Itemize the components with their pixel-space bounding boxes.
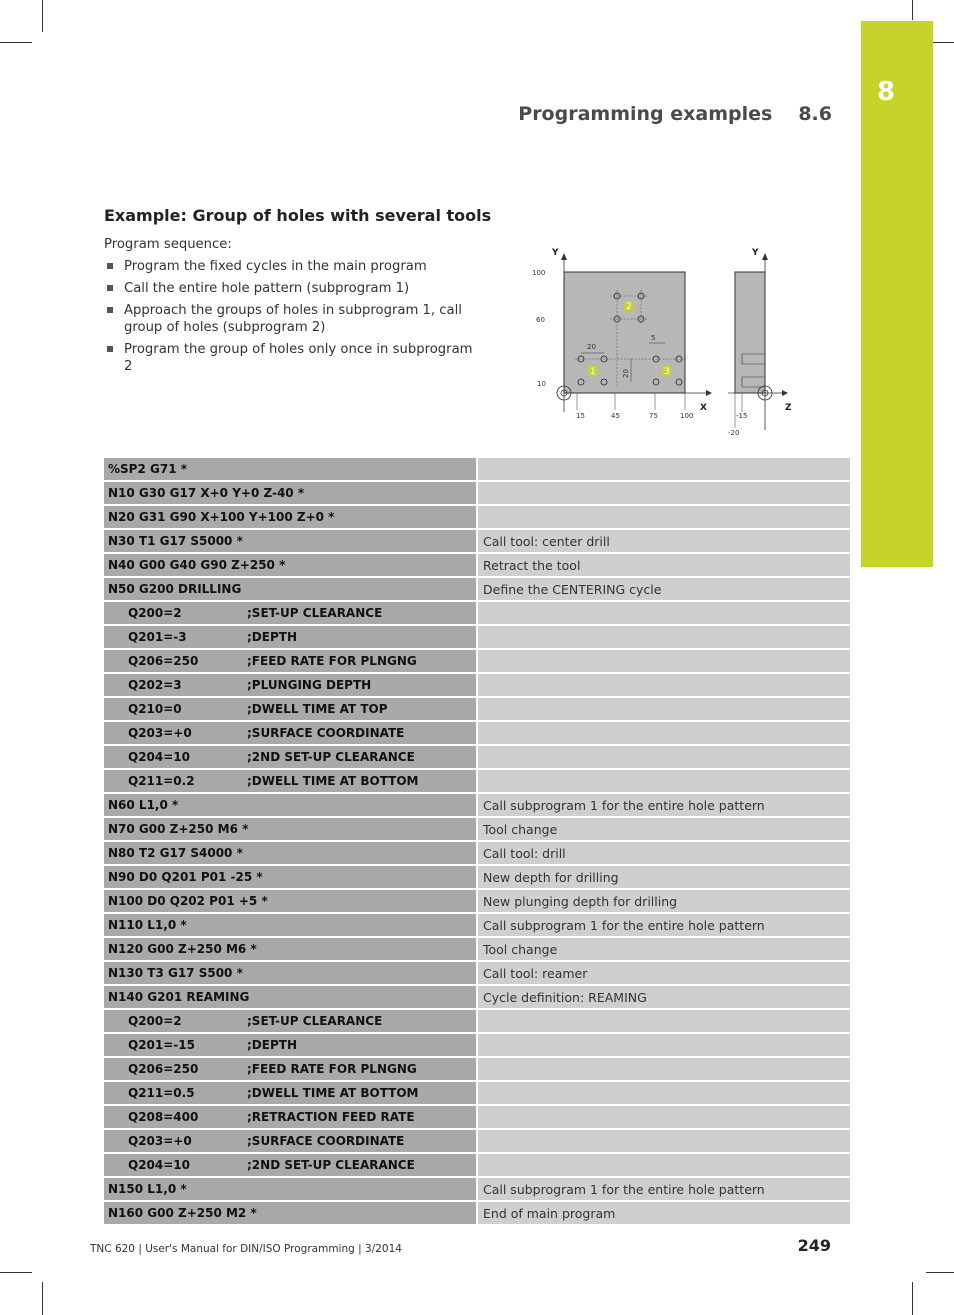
group-label-2: 2 (626, 302, 632, 312)
nc-block: N50 G200 DRILLING (108, 582, 242, 596)
bullet-square-icon (107, 285, 113, 291)
nc-block: N160 G00 Z+250 M2 * (108, 1206, 257, 1220)
table-row (104, 985, 850, 1009)
code-cell (104, 865, 477, 889)
code-cell (104, 673, 477, 697)
parameter-description: ;2ND SET-UP CLEARANCE (247, 1158, 415, 1172)
dimension-label-5: 5 (651, 334, 656, 342)
crop-mark (926, 1272, 954, 1273)
comment-cell (477, 601, 850, 625)
z-tick-label: -20 (728, 429, 740, 437)
comment-cell (477, 673, 850, 697)
crop-mark (912, 0, 913, 20)
nc-block: N130 T3 G17 S500 * (108, 966, 243, 980)
dimension-label-20-side: 20 (622, 369, 630, 378)
parameter-description: ;DEPTH (247, 1038, 297, 1052)
crop-mark (42, 1282, 43, 1315)
parameter-value: Q204=10 (128, 1158, 191, 1172)
code-cell (104, 985, 477, 1009)
list-item: Call the entire hole pattern (subprogram 1) (104, 280, 474, 297)
comment-cell: New depth for drilling (477, 865, 850, 889)
comment-cell: Call tool: center drill (477, 529, 850, 553)
code-cell (104, 529, 477, 553)
comment-cell (477, 769, 850, 793)
cycle-parameter (104, 1082, 476, 1104)
comment-cell: Retract the tool (477, 553, 850, 577)
axis-label-y: Y (552, 248, 559, 258)
code-cell (104, 458, 477, 481)
intro-text: Program sequence: (104, 237, 232, 252)
comment-cell (477, 481, 850, 505)
comment-cell (477, 649, 850, 673)
comment-cell (477, 745, 850, 769)
table-row (104, 769, 850, 793)
comment-cell: Call subprogram 1 for the entire hole pattern (477, 1177, 850, 1201)
table-row (104, 601, 850, 625)
z-arrow-icon (782, 390, 788, 396)
parameter-value: Q211=0.5 (128, 1086, 195, 1100)
comment-cell: Call subprogram 1 for the entire hole pattern (477, 913, 850, 937)
table-row (104, 1129, 850, 1153)
code-cell (104, 625, 477, 649)
comment-cell (477, 1105, 850, 1129)
list-item: Approach the groups of holes in subprogram 1, call group of holes (subprogram 2) (104, 302, 474, 336)
cycle-parameter (104, 1034, 476, 1056)
parameter-description: ;SURFACE COORDINATE (247, 726, 405, 740)
x-arrow-icon (706, 390, 712, 396)
nc-block: N140 G201 REAMING (108, 990, 250, 1004)
code-cell (104, 1153, 477, 1177)
code-cell (104, 745, 477, 769)
parameter-description: ;DWELL TIME AT BOTTOM (247, 1086, 419, 1100)
x-tick-label: 15 (576, 412, 585, 420)
nc-block: N150 L1,0 * (108, 1182, 187, 1196)
comment-cell (477, 1081, 850, 1105)
chapter-tab (861, 21, 933, 567)
parameter-value: Q208=400 (128, 1110, 199, 1124)
parameter-value: Q203=+0 (128, 1134, 192, 1148)
parameter-description: ;DWELL TIME AT TOP (247, 702, 388, 716)
code-cell (104, 721, 477, 745)
nc-block: N40 G00 G40 G90 Z+250 * (108, 558, 286, 572)
nc-block: N10 G30 G17 X+0 Y+0 Z-40 * (108, 486, 305, 500)
parameter-description: ;FEED RATE FOR PLNGNG (247, 654, 417, 668)
crop-mark (0, 1272, 32, 1273)
bullet-square-icon (107, 263, 113, 269)
code-cell (104, 1081, 477, 1105)
table-row (104, 458, 850, 481)
cycle-parameter (104, 650, 476, 672)
comment-cell: Cycle definition: REAMING (477, 985, 850, 1009)
parameter-value: Q201=-3 (128, 630, 187, 644)
axis-label-y2: Y (752, 248, 759, 258)
y-arrow-icon (561, 253, 567, 260)
parameter-description: ;SET-UP CLEARANCE (247, 1014, 383, 1028)
plate-side-view (735, 272, 765, 393)
comment-cell: Tool change (477, 937, 850, 961)
comment-cell (477, 1057, 850, 1081)
cycle-parameter (104, 1154, 476, 1176)
comment-cell (477, 1009, 850, 1033)
parameter-value: Q204=10 (128, 750, 191, 764)
x-tick-label: 75 (649, 412, 658, 420)
table-row (104, 865, 850, 889)
parameter-value: Q206=250 (128, 1062, 199, 1076)
code-cell (104, 1009, 477, 1033)
parameter-description: ;2ND SET-UP CLEARANCE (247, 750, 415, 764)
parameter-value: Q203=+0 (128, 726, 192, 740)
table-row (104, 1057, 850, 1081)
bullet-list (104, 258, 474, 380)
cycle-parameter (104, 1106, 476, 1128)
crop-mark (42, 0, 43, 32)
code-cell (104, 649, 477, 673)
axis-label-z: Z (785, 403, 792, 413)
cycle-parameter (104, 698, 476, 720)
parameter-description: ;FEED RATE FOR PLNGNG (247, 1062, 417, 1076)
parameter-value: Q206=250 (128, 654, 199, 668)
code-cell (104, 817, 477, 841)
cycle-parameter (104, 674, 476, 696)
table-row (104, 505, 850, 529)
bullet-square-icon (107, 307, 113, 313)
code-cell (104, 505, 477, 529)
nc-block: N90 D0 Q201 P01 -25 * (108, 870, 263, 884)
table-row (104, 1009, 850, 1033)
parameter-value: Q202=3 (128, 678, 182, 692)
table-row (104, 1105, 850, 1129)
y-tick-label: 100 (532, 269, 546, 277)
comment-cell (477, 697, 850, 721)
table-row (104, 529, 850, 553)
chapter-number: 8 (876, 77, 896, 107)
dimension-label-20: 20 (587, 343, 596, 351)
table-row (104, 697, 850, 721)
code-cell (104, 577, 477, 601)
table-row (104, 913, 850, 937)
code-cell (104, 769, 477, 793)
nc-block: N70 G00 Z+250 M6 * (108, 822, 249, 836)
comment-cell (477, 721, 850, 745)
table-row (104, 889, 850, 913)
code-cell (104, 793, 477, 817)
crop-mark (912, 1282, 913, 1315)
table-row (104, 1081, 850, 1105)
parameter-value: Q210=0 (128, 702, 182, 716)
parameter-value: Q200=2 (128, 1014, 182, 1028)
nc-block: N120 G00 Z+250 M6 * (108, 942, 257, 956)
comment-cell: New plunging depth for drilling (477, 889, 850, 913)
comment-cell: Call tool: drill (477, 841, 850, 865)
table-row (104, 1177, 850, 1201)
comment-cell (477, 458, 850, 481)
parameter-description: ;SET-UP CLEARANCE (247, 606, 383, 620)
code-cell (104, 697, 477, 721)
code-cell (104, 961, 477, 985)
program-listing (104, 458, 850, 1226)
nc-block: %SP2 G71 * (108, 462, 187, 476)
comment-cell: Call subprogram 1 for the entire hole pattern (477, 793, 850, 817)
code-cell (104, 913, 477, 937)
cycle-parameter (104, 722, 476, 744)
table-row (104, 793, 850, 817)
table-row (104, 1201, 850, 1225)
group-label-3: 3 (664, 367, 670, 377)
comment-cell: End of main program (477, 1201, 850, 1225)
section-header (500, 103, 832, 125)
table-row (104, 841, 850, 865)
group-label-1: 1 (590, 367, 596, 377)
code-cell (104, 1033, 477, 1057)
cycle-parameter (104, 602, 476, 624)
code-cell (104, 1057, 477, 1081)
z-tick-label: -15 (736, 412, 748, 420)
code-cell (104, 481, 477, 505)
table-row (104, 745, 850, 769)
list-item: Program the group of holes only once in subprogram 2 (104, 341, 474, 375)
parameter-description: ;SURFACE COORDINATE (247, 1134, 405, 1148)
table-row (104, 649, 850, 673)
comment-cell: Call tool: reamer (477, 961, 850, 985)
parameter-description: ;RETRACTION FEED RATE (247, 1110, 415, 1124)
comment-cell: Define the CENTERING cycle (477, 577, 850, 601)
nc-block: N30 T1 G17 S5000 * (108, 534, 243, 548)
comment-cell (477, 505, 850, 529)
table-row (104, 1033, 850, 1057)
table-row (104, 817, 850, 841)
crop-mark (0, 42, 32, 43)
code-cell (104, 937, 477, 961)
comment-cell (477, 1033, 850, 1057)
nc-block: N80 T2 G17 S4000 * (108, 846, 243, 860)
comment-cell (477, 625, 850, 649)
code-cell (104, 1129, 477, 1153)
list-item: Program the fixed cycles in the main program (104, 258, 474, 275)
parameter-description: ;DWELL TIME AT BOTTOM (247, 774, 419, 788)
nc-block: N110 L1,0 * (108, 918, 187, 932)
x-tick-label: 45 (611, 412, 620, 420)
code-cell (104, 601, 477, 625)
code-cell (104, 1177, 477, 1201)
x-tick-label: 100 (680, 412, 694, 420)
axis-label-x: X (700, 403, 707, 413)
table-row (104, 481, 850, 505)
cycle-parameter (104, 626, 476, 648)
cycle-parameter (104, 1130, 476, 1152)
cycle-parameter (104, 1058, 476, 1080)
cycle-parameter (104, 746, 476, 768)
y-tick-label: 60 (536, 316, 545, 324)
table-row (104, 553, 850, 577)
nc-block: N20 G31 G90 X+100 Y+100 Z+0 * (108, 510, 335, 524)
footer-text: TNC 620 | User's Manual for DIN/ISO Programming | 3/2014 (90, 1243, 402, 1255)
section-number: 8.6 (798, 103, 832, 125)
table-row (104, 961, 850, 985)
table-row (104, 577, 850, 601)
section-title: Programming examples (518, 103, 773, 125)
parameter-description: ;PLUNGING DEPTH (247, 678, 372, 692)
parameter-value: Q201=-15 (128, 1038, 195, 1052)
y2-arrow-icon (762, 253, 768, 260)
bullet-square-icon (107, 346, 113, 352)
table-row (104, 937, 850, 961)
parameter-description: ;DEPTH (247, 630, 297, 644)
parameter-value: Q200=2 (128, 606, 182, 620)
cycle-parameter (104, 1010, 476, 1032)
page-number: 249 (797, 1236, 831, 1255)
cycle-parameter (104, 770, 476, 792)
code-cell (104, 1201, 477, 1225)
code-cell (104, 841, 477, 865)
table-row (104, 721, 850, 745)
table-row (104, 625, 850, 649)
nc-block: N60 L1,0 * (108, 798, 179, 812)
nc-block: N100 D0 Q202 P01 +5 * (108, 894, 268, 908)
y-tick-label: 10 (537, 380, 546, 388)
table-row (104, 1153, 850, 1177)
table-row (104, 673, 850, 697)
code-cell (104, 553, 477, 577)
workpiece-drawing (520, 240, 800, 440)
code-cell (104, 889, 477, 913)
comment-cell (477, 1153, 850, 1177)
parameter-value: Q211=0.2 (128, 774, 195, 788)
comment-cell: Tool change (477, 817, 850, 841)
code-cell (104, 1105, 477, 1129)
comment-cell (477, 1129, 850, 1153)
example-title: Example: Group of holes with several tools (104, 206, 492, 225)
